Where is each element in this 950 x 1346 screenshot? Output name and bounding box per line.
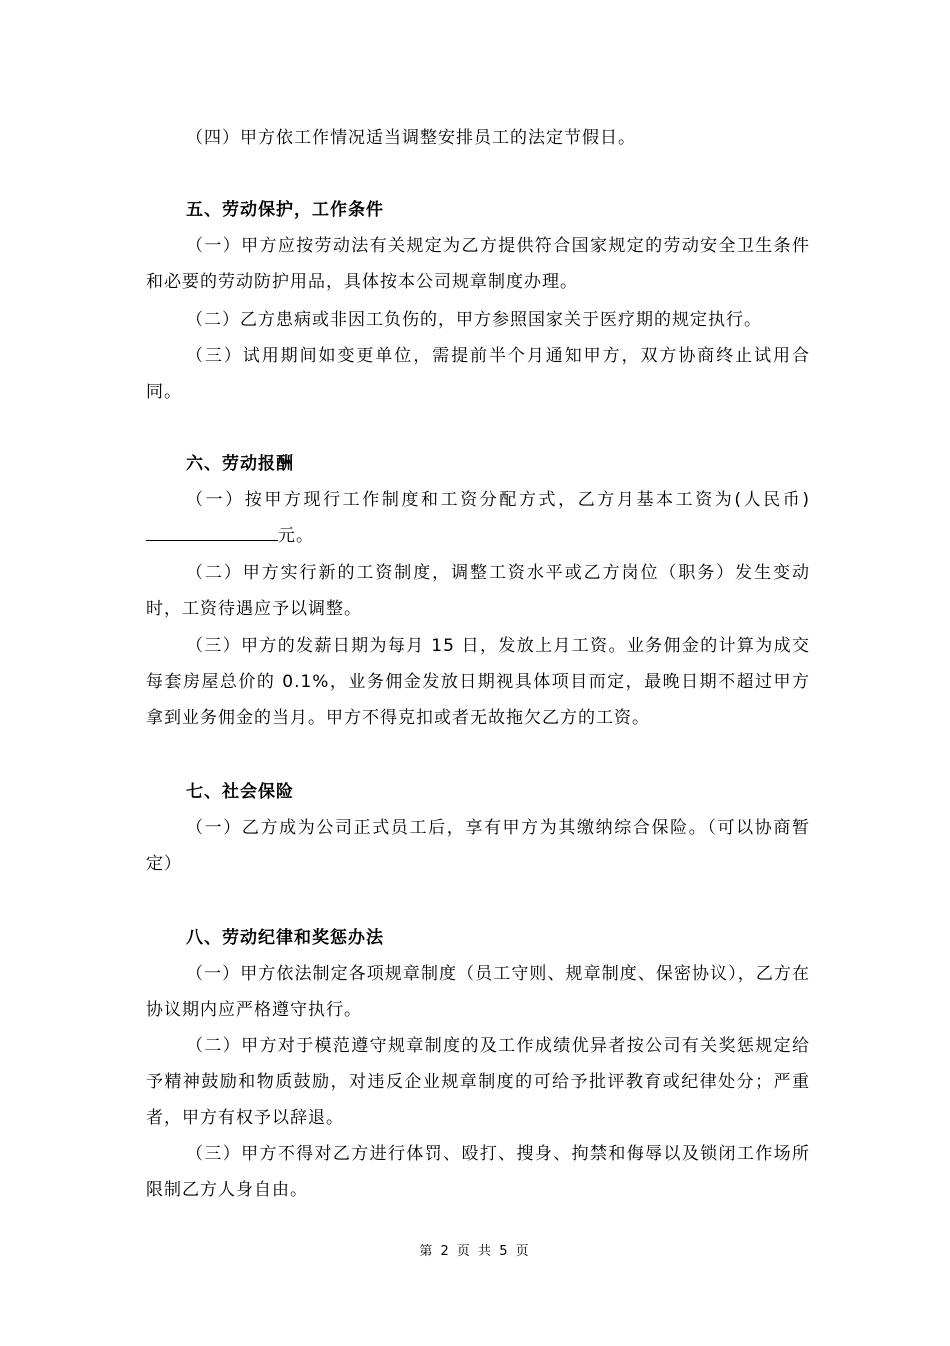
clause-6-1 [146, 482, 810, 554]
clause-8-1: （一）甲方依法制定各项规章制度（员工守则、规章制度、保密协议），乙方在协议期内应严格遵守执行。 [146, 964, 810, 1020]
clause-5-3: （三）试用期间如变更单位，需提前半个月通知甲方，双方协商终止试用合同。 [146, 346, 810, 402]
salary-blank-line [146, 522, 278, 541]
clause-7-1: （一）乙方成为公司正式员工后，享有甲方为其缴纳综合保险。（可以协商暂定） [146, 818, 810, 874]
clause-8-2: （二）甲方对于模范遵守规章制度的及工作成绩优异者按公司有关奖惩规定给予精神鼓励和物质鼓励，对违反企业规章制度的可给予批评教育或纪律处分；严重者，甲方有权予以辞退。 [146, 1036, 810, 1128]
section-8-heading: 八、劳动纪律和奖惩办法 [186, 928, 384, 948]
clause-6-1-text: （一）按甲方现行工作制度和工资分配方式，乙方月基本工资为(人民币) [186, 490, 810, 510]
page-number-footer: 第 2 页 共 5 页 [419, 1244, 531, 1259]
section-5-heading: 五、劳动保护，工作条件 [186, 200, 384, 220]
clause-6-1-unit: 元。 [278, 526, 314, 546]
clause-6-3: （三）甲方的发薪日期为每月 15 日，发放上月工资。业务佣金的计算为成交每套房屋总价的 0.1%，业务佣金发放日期视具体项目而定，最晚日期不超过甲方拿到业务佣金的当月。甲方不得克扣或者无故拖欠乙方的工资。 [146, 636, 810, 728]
section-7-heading: 七、社会保险 [186, 782, 294, 802]
clause-5-1: （一）甲方应按劳动法有关规定为乙方提供符合国家规定的劳动安全卫生条件和必要的劳动防护用品，具体按本公司规章制度办理。 [146, 236, 810, 292]
section-6-heading: 六、劳动报酬 [186, 454, 294, 474]
clause-6-2: （二）甲方实行新的工资制度，调整工资水平或乙方岗位（职务）发生变动时，工资待遇应予以调整。 [146, 563, 810, 619]
clause-5-2: （二）乙方患病或非因工负伤的，甲方参照国家关于医疗期的规定执行。 [186, 310, 762, 330]
clause-8-3: （三）甲方不得对乙方进行体罚、殴打、搜身、拘禁和侮辱以及锁闭工作场所限制乙方人身自由。 [146, 1144, 810, 1200]
clause-4-4: （四）甲方依工作情况适当调整安排员工的法定节假日。 [186, 128, 636, 148]
